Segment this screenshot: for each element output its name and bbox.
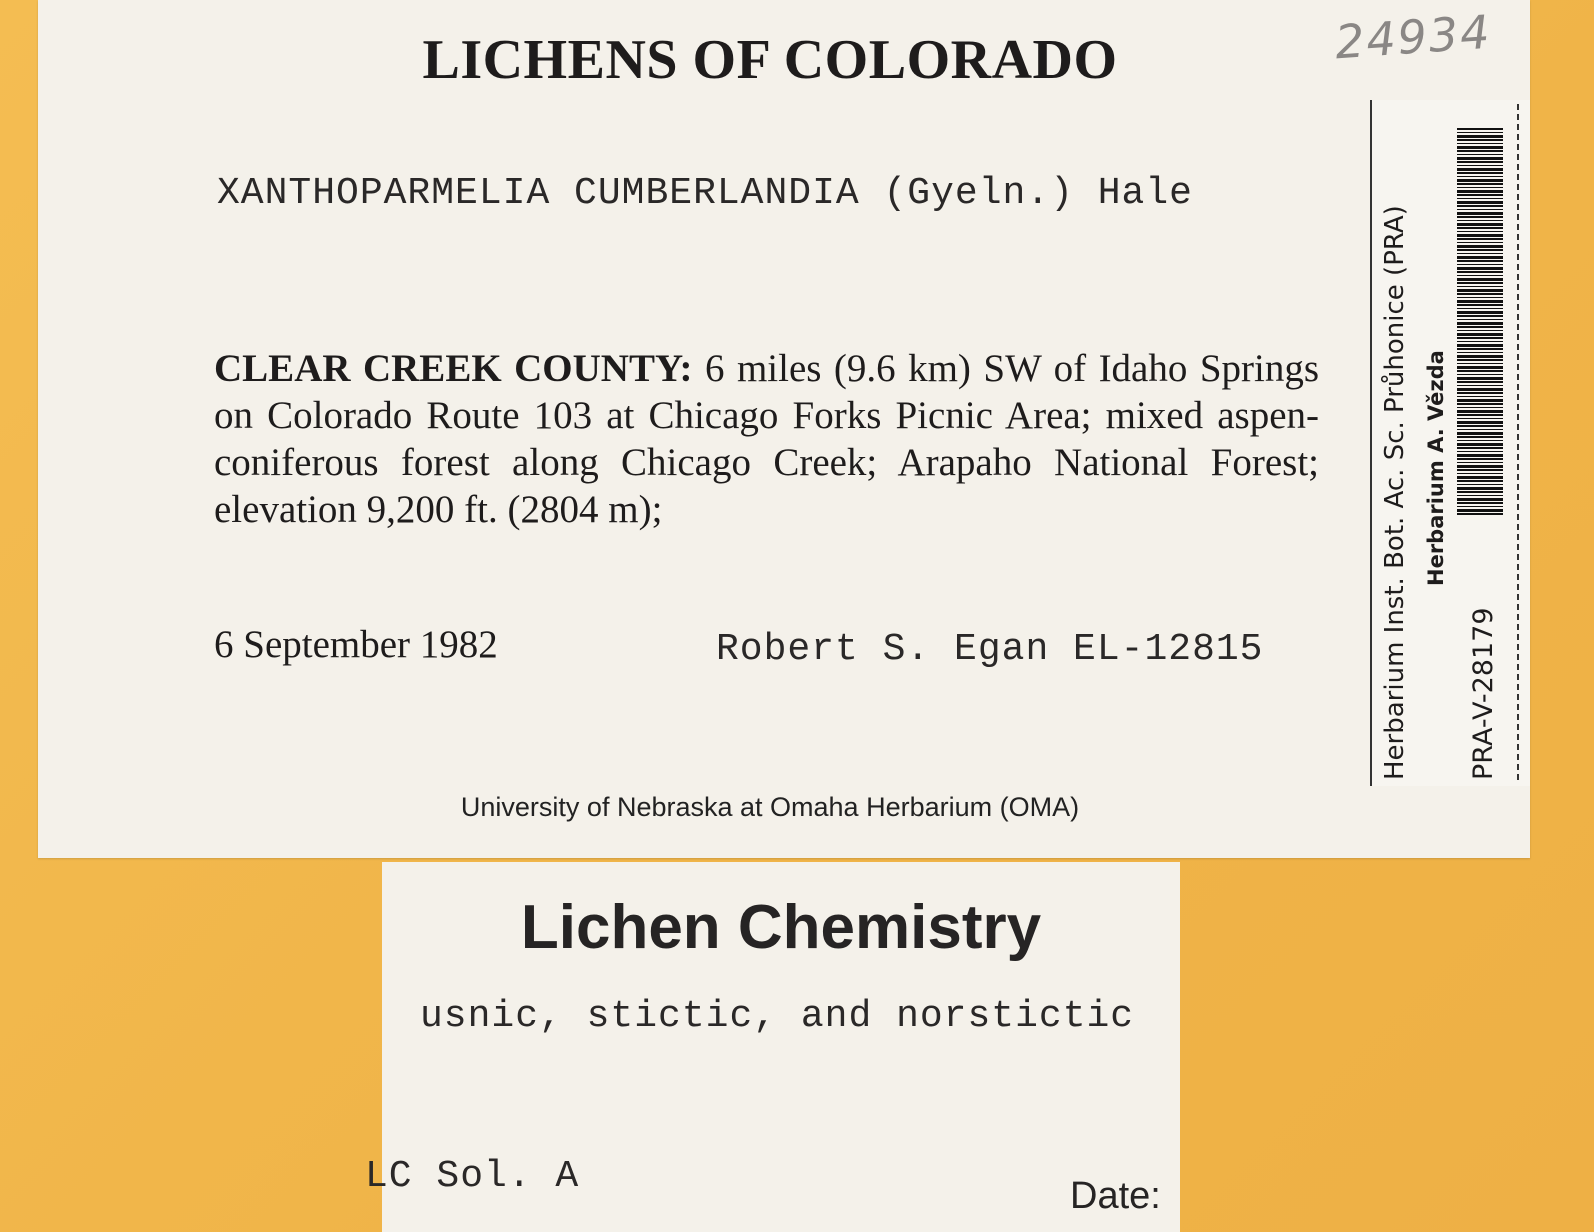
chemistry-substances: usnic, stictic, and norstictic <box>420 995 1135 1038</box>
chemistry-date-label: Date: <box>1070 1175 1161 1217</box>
collector-and-number: Robert S. Egan EL-12815 <box>716 628 1264 671</box>
tlc-solvent: LC Sol. A <box>365 1155 580 1198</box>
institution-name: University of Nebraska at Omaha Herbarium (OMA) <box>460 792 1080 822</box>
barcode-icon <box>1457 128 1503 516</box>
species-name: XANTHOPARMELIA CUMBERLANDIA (Gyeln.) Hale <box>217 172 1193 215</box>
barcode-herbarium: Herbarium A. Vězda <box>1424 350 1448 586</box>
perforation-line <box>1517 104 1519 780</box>
chemistry-title: Lichen Chemistry <box>520 893 1042 962</box>
handwritten-accession-number: 24934 <box>1333 4 1494 70</box>
locality-description <box>214 345 1319 533</box>
collection-date: 6 September 1982 <box>214 623 498 666</box>
specimen-id: PRA-V-28179 <box>1468 607 1499 780</box>
label-title: LICHENS OF COLORADO <box>422 29 1118 91</box>
locality-text: 6 miles (9.6 km) SW of Idaho Springs on Colorado Route 103 at Chicago Forks Picnic Area; mixed aspen-coniferous forest along Chicago Creek; Arapaho National Forest; elevation 9,200 ft. (2804 m); <box>214 347 1320 531</box>
barcode-institution: Herbarium Inst. Bot. Ac. Sc. Průhonice (PRA) <box>1380 205 1410 780</box>
county-name: CLEAR CREEK COUNTY: <box>214 347 693 390</box>
